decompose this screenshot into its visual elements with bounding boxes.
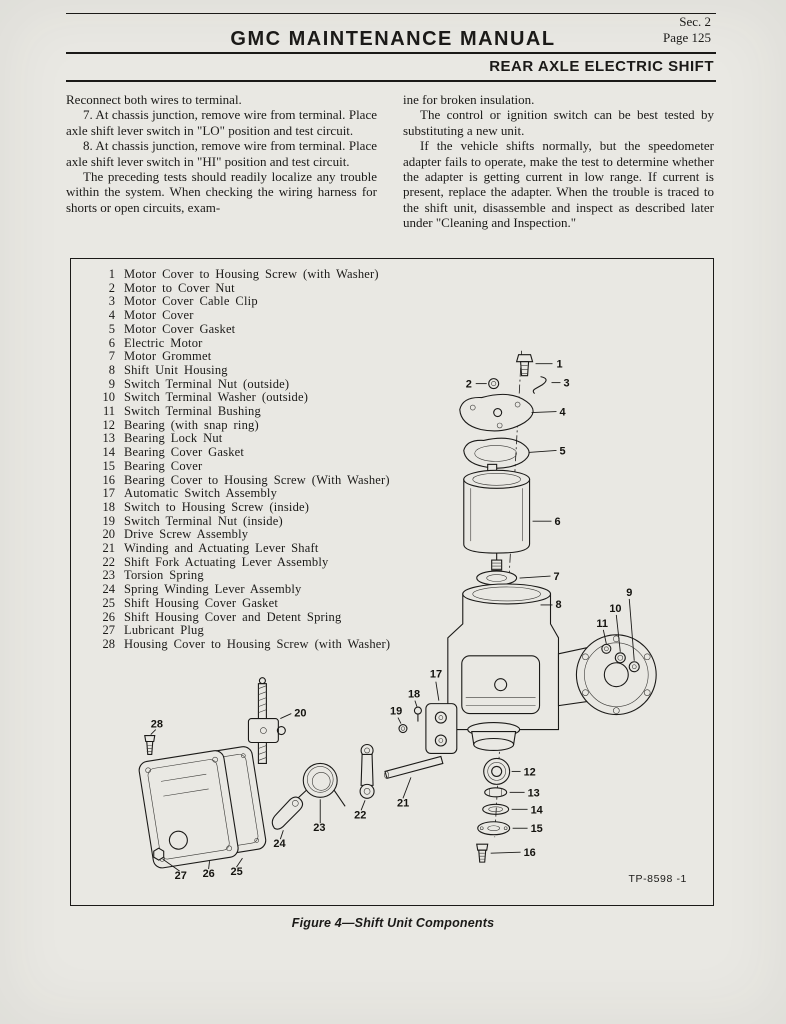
- page-number: Page 125: [662, 30, 711, 45]
- callout-16: [491, 847, 536, 859]
- subtitle-rule: [66, 80, 716, 82]
- part-label: Housing Cover to Housing Screw (with Washer): [124, 636, 391, 651]
- part-bearing-cover: [478, 822, 510, 835]
- svg-text:28: 28: [150, 718, 163, 731]
- page-title: GMC MAINTENANCE MANUAL: [230, 28, 556, 50]
- part-number: 1: [108, 267, 115, 281]
- part-shift-fork-lever: [360, 744, 374, 798]
- callout-17: [430, 669, 442, 701]
- parts-list-row: [95, 569, 390, 583]
- svg-text:20: 20: [294, 707, 307, 720]
- paragraph: The preceding tests should readily localize any trouble within the system. When checking the wiring harness for shorts or open circuits, exam-: [66, 169, 377, 215]
- part-number: 8: [108, 362, 115, 377]
- part-number: 25: [102, 595, 115, 610]
- svg-text:17: 17: [429, 668, 443, 681]
- part-label: Motor to Cover Nut: [124, 280, 235, 295]
- part-cable-clip: [533, 377, 546, 394]
- part-number: 14: [102, 445, 115, 460]
- title-rule: [66, 52, 716, 54]
- parts-list-row: [95, 611, 390, 625]
- parts-list-row: [95, 282, 390, 296]
- part-bearing: [484, 758, 510, 784]
- part-housing-cover-screw: [145, 736, 155, 755]
- svg-text:15: 15: [530, 823, 543, 836]
- callout-14: [512, 804, 544, 816]
- part-number: 23: [102, 568, 115, 583]
- svg-text:4: 4: [559, 406, 566, 419]
- callout-25: [231, 858, 243, 878]
- part-motor-grommet: [477, 571, 517, 585]
- callout-22: [354, 800, 366, 821]
- svg-text:1: 1: [556, 358, 563, 371]
- parts-list-row: [95, 337, 390, 351]
- part-bearing-lock-nut: [485, 788, 507, 797]
- svg-text:16: 16: [523, 847, 536, 860]
- part-number: 4: [108, 308, 115, 323]
- parts-list-row: [95, 583, 390, 597]
- parts-list-row: [95, 295, 390, 309]
- part-label: Motor Cover to Housing Screw (with Washer): [124, 267, 379, 281]
- part-number: 3: [108, 294, 115, 309]
- svg-text:7: 7: [553, 571, 560, 584]
- part-label: Switch Terminal Washer (outside): [124, 390, 309, 405]
- callout-15: [513, 823, 543, 835]
- callout-26: [203, 861, 215, 880]
- callout-12: [512, 766, 536, 778]
- parts-list-row: [95, 460, 390, 474]
- parts-list-row: [95, 542, 390, 556]
- part-number: 18: [102, 499, 115, 514]
- svg-text:14: 14: [530, 804, 543, 817]
- part-bearing-cover-screw: [477, 844, 488, 862]
- part-label: Bearing Cover to Housing Screw (With Washer): [124, 472, 390, 487]
- part-electric-motor: [464, 464, 530, 570]
- part-label: Switch Terminal Bushing: [124, 404, 261, 419]
- part-switch-screw: [414, 707, 421, 721]
- parts-list-row: [95, 501, 390, 515]
- part-lubricant-plug: [154, 848, 164, 860]
- parts-list-row: [95, 474, 390, 488]
- svg-text:5: 5: [559, 445, 566, 458]
- svg-text:25: 25: [230, 866, 243, 879]
- part-motor-cover-screw: [517, 355, 533, 376]
- part-number: 24: [102, 582, 115, 597]
- svg-text:26: 26: [202, 868, 215, 881]
- svg-text:6: 6: [554, 516, 561, 529]
- callout-19: [390, 706, 402, 724]
- part-number: 27: [102, 623, 115, 638]
- svg-text:27: 27: [174, 870, 187, 883]
- part-number: 28: [102, 636, 115, 651]
- callout-3: [552, 378, 570, 390]
- part-label: Shift Housing Cover Gasket: [124, 595, 279, 610]
- paragraph: ine for broken insulation.: [403, 92, 535, 107]
- callout-7: [520, 571, 560, 583]
- svg-text:13: 13: [527, 787, 540, 800]
- svg-text:24: 24: [273, 838, 286, 851]
- part-number: 20: [102, 527, 115, 542]
- part-label: Bearing Cover Gasket: [124, 445, 245, 460]
- parts-list-row: [95, 432, 390, 446]
- part-number: 6: [108, 335, 115, 350]
- part-label: Torsion Spring: [124, 568, 204, 583]
- part-label: Shift Fork Actuating Lever Assembly: [124, 554, 329, 569]
- part-label: Shift Housing Cover and Detent Spring: [124, 609, 342, 624]
- part-label: Winding and Actuating Lever Shaft: [124, 541, 319, 556]
- part-number: 9: [108, 376, 115, 391]
- part-label: Switch Terminal Nut (outside): [124, 376, 290, 391]
- parts-list-row: [95, 323, 390, 337]
- svg-text:2: 2: [465, 378, 472, 391]
- callout-2: [466, 379, 487, 391]
- callout-20: [280, 708, 306, 720]
- body-columns: [66, 92, 714, 231]
- part-shift-unit-housing: [448, 584, 656, 750]
- parts-list-row: [95, 378, 390, 392]
- part-motor-to-cover-nut: [489, 379, 499, 389]
- callout-6: [533, 516, 561, 528]
- part-terminal-nut-inside: [399, 725, 407, 733]
- svg-text:3: 3: [563, 377, 570, 390]
- callout-5: [529, 445, 566, 457]
- part-number: 7: [108, 349, 115, 364]
- section-subtitle: REAR AXLE ELECTRIC SHIFT: [489, 58, 714, 75]
- paragraph: Reconnect both wires to terminal.: [66, 92, 242, 107]
- callout-23: [313, 799, 325, 834]
- parts-list-row: [95, 405, 390, 419]
- part-number: 19: [102, 513, 115, 528]
- parts-list-row: [95, 487, 390, 501]
- part-shift-housing-cover: [138, 749, 240, 869]
- svg-text:9: 9: [626, 586, 633, 599]
- callout-18: [408, 689, 420, 707]
- svg-text:18: 18: [407, 688, 421, 701]
- parts-list: [95, 268, 390, 652]
- paragraph: The control or ignition switch can be best tested by substituting a new unit.: [403, 107, 714, 138]
- section-label: Sec. 2: [679, 14, 711, 29]
- part-label: Lubricant Plug: [124, 623, 204, 638]
- part-motor-cover-gasket: [464, 438, 529, 468]
- part-number: 22: [102, 554, 115, 569]
- parts-list-row: [95, 638, 390, 652]
- part-number: 13: [102, 431, 115, 446]
- callout-13: [510, 787, 540, 799]
- part-number: 5: [108, 321, 115, 336]
- figure-box: [70, 258, 714, 906]
- parts-list-row: [95, 391, 390, 405]
- part-label: Spring Winding Lever Assembly: [124, 582, 302, 597]
- callout-24: [273, 830, 286, 850]
- part-label: Motor Cover Cable Clip: [124, 294, 258, 309]
- svg-text:22: 22: [354, 809, 367, 822]
- part-label: Bearing Lock Nut: [124, 431, 223, 446]
- part-number: 2: [108, 280, 115, 295]
- svg-text:10: 10: [609, 602, 622, 615]
- top-rule: [66, 13, 716, 14]
- parts-list-row: [95, 556, 390, 570]
- svg-text:21: 21: [396, 797, 410, 810]
- part-number: 10: [102, 390, 115, 405]
- part-number: 16: [102, 472, 115, 487]
- callout-1: [536, 359, 563, 371]
- parts-list-row: [95, 350, 390, 364]
- callout-28: [151, 719, 163, 735]
- part-label: Switch to Housing Screw (inside): [124, 499, 310, 514]
- svg-text:8: 8: [555, 598, 562, 611]
- right-column: [403, 92, 714, 231]
- part-label: Automatic Switch Assembly: [124, 486, 278, 501]
- parts-list-row: [95, 597, 390, 611]
- parts-list-row: [95, 624, 390, 638]
- paragraph: If the vehicle shifts normally, but the speedometer adapter fails to operate, make the test to determine whether the adapter is getting current in low range. If current is present, replace the adapter. When the trouble is traced to the shift unit, disassemble and inspect as described later under "Cleaning and Inspection.": [403, 138, 714, 231]
- part-number: 26: [102, 609, 115, 624]
- part-automatic-switch: [426, 704, 457, 754]
- parts-list-row: [95, 364, 390, 378]
- svg-text:11: 11: [596, 617, 608, 630]
- parts-list-row: [95, 515, 390, 529]
- figure-caption: Figure 4—Shift Unit Components: [291, 916, 495, 930]
- parts-list-row: [95, 309, 390, 323]
- svg-text:12: 12: [523, 766, 536, 779]
- part-label: Electric Motor: [124, 335, 203, 350]
- parts-list-row: [95, 268, 390, 282]
- part-label: Bearing (with snap ring): [124, 417, 259, 432]
- parts-list-row: [95, 419, 390, 433]
- part-actuating-lever-shaft: [385, 756, 443, 778]
- paragraph: 8. At chassis junction, remove wire from terminal. Place axle shift lever switch in "HI" position and test circuit.: [66, 138, 377, 169]
- part-label: Shift Unit Housing: [124, 362, 228, 377]
- parts-list-row: [95, 528, 390, 542]
- part-number: 15: [102, 458, 115, 473]
- part-number: 17: [102, 486, 115, 501]
- callout-4: [532, 407, 567, 419]
- part-label: Drive Screw Assembly: [124, 527, 249, 542]
- svg-text:19: 19: [390, 705, 403, 718]
- part-label: Motor Cover: [124, 308, 194, 323]
- part-number: 11: [102, 404, 115, 419]
- callout-21: [397, 777, 411, 809]
- svg-text:23: 23: [313, 822, 326, 835]
- left-column: [66, 92, 377, 231]
- part-number: 12: [102, 417, 115, 432]
- paragraph: 7. At chassis junction, remove wire from terminal. Place axle shift lever switch in "LO" position and test circuit.: [66, 107, 377, 138]
- part-number: 21: [102, 541, 115, 556]
- parts-list-row: [95, 446, 390, 460]
- part-motor-cover: [460, 394, 533, 431]
- part-label: Motor Cover Gasket: [124, 321, 236, 336]
- part-label: Motor Grommet: [124, 349, 212, 364]
- part-drive-screw-assembly: [248, 678, 285, 764]
- plate-code: TP-8598 -1: [628, 873, 687, 885]
- part-label: Switch Terminal Nut (inside): [124, 513, 283, 528]
- part-label: Bearing Cover: [124, 458, 203, 473]
- part-spring-winding-lever: [272, 797, 302, 829]
